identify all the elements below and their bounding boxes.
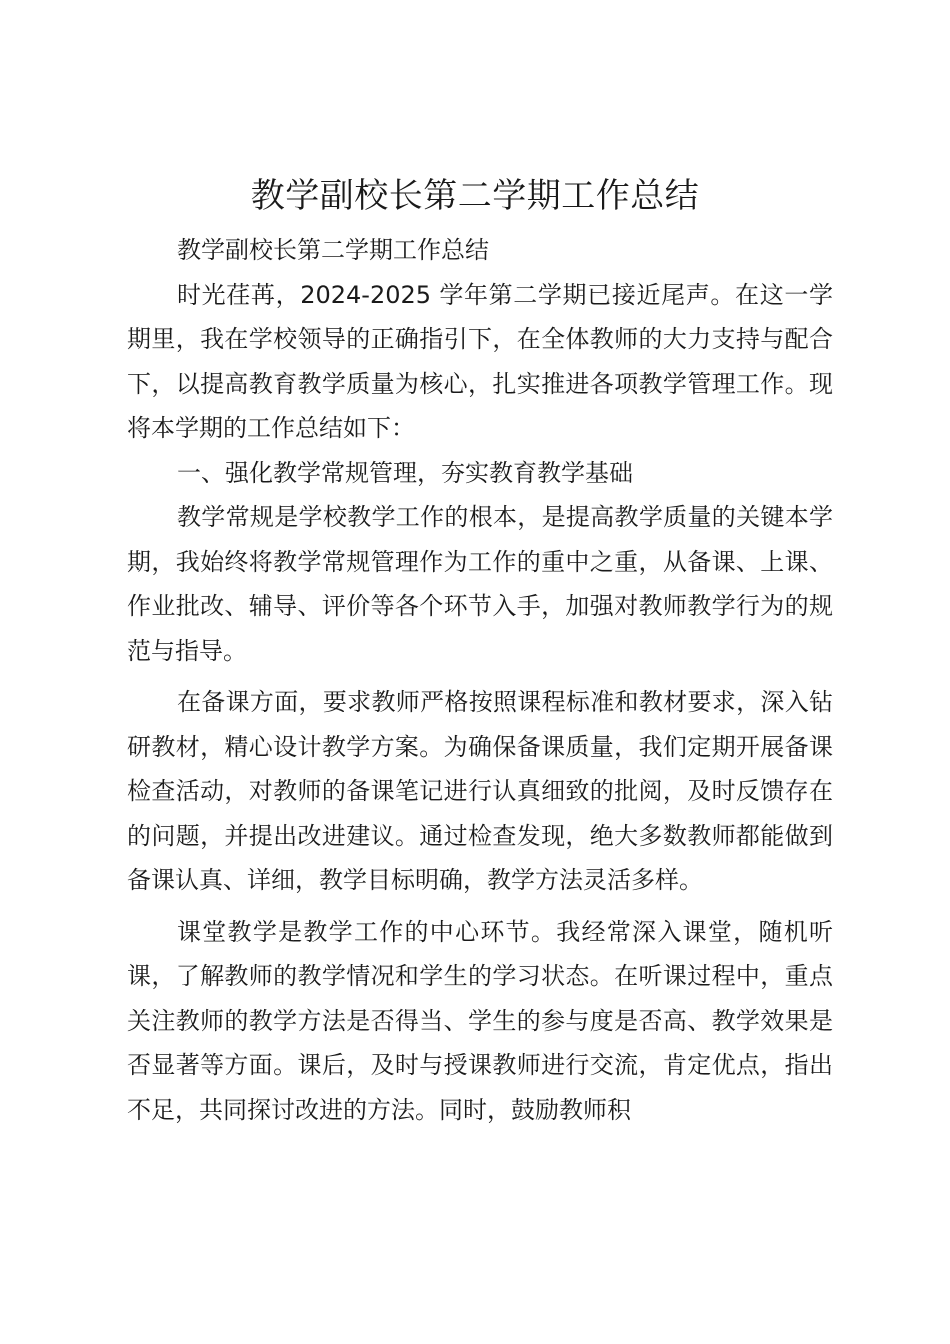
paragraph-classroom: 课堂教学是教学工作的中心环节。我经常深入课堂，随机听课，了解教师的教学情况和学生的学习状态。在听课过程中，重点关注教师的教学方法是否得当、学生的参与度是否高、教学效果是否显著等方面。课后，及时与授课教师进行交流，肯定优点，指出不足，共同探讨改进的方法。同时，鼓励教师积: [127, 917, 833, 1124]
paragraph-lesson-prep: 在备课方面，要求教师严格按照课程标准和教材要求，深入钻研教材，精心设计教学方案。为确保备课质量，我们定期开展备课检查活动，对教师的备课笔记进行认真细致的批阅，及时反馈存在的问题，并提出改进建议。通过检查发现，绝大多数教师都能做到备课认真、详细，教学目标明确，教学方法灵活多样。: [127, 688, 833, 894]
paragraph-intro: 时光荏苒，2024-2025 学年第二学期已接近尾声。在这一学期里，我在学校领导的正确指引下，在全体教师的大力支持与配合下，以提高教育教学质量为核心，扎实推进各项教学管理工作。现将本学期的工作总结如下：: [127, 280, 833, 442]
document-title: 教学副校长第二学期工作总结: [250, 176, 700, 216]
document-body: [127, 228, 833, 1132]
paragraph-subtitle: 教学副校长第二学期工作总结: [177, 236, 489, 264]
paragraph-routine: 教学常规是学校教学工作的根本，是提高教学质量的关键本学期，我始终将教学常规管理作为工作的重中之重，从备课、上课、作业批改、辅导、评价等各个环节入手，加强对教师教学行为的规范与指导。: [127, 503, 833, 665]
section-heading-1: 一、强化教学常规管理，夯实教育教学基础: [177, 458, 633, 487]
